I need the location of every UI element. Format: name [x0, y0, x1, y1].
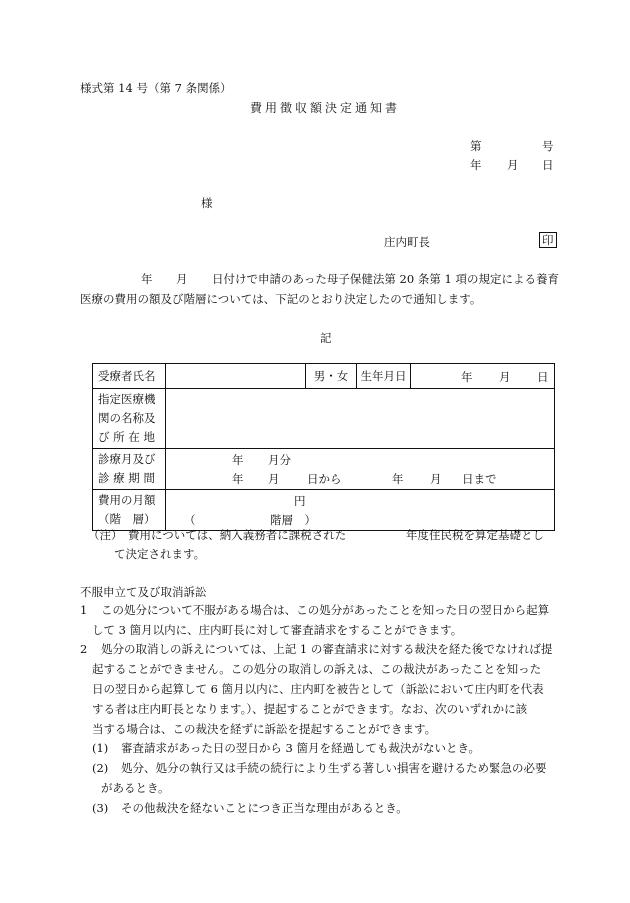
sub-item2-line1: 処分、処分の執行又は手続の続行により生ずる著しい損害を避けるため緊急の必要 [121, 761, 547, 775]
date-year: 年 [470, 158, 482, 172]
intro-year: 年 [141, 272, 153, 286]
doc-number-prefix: 第 [470, 139, 482, 153]
appeal-item2-line5: 当する場合は、この裁決を経ずに訴訟を提起することができます。 [92, 722, 437, 736]
period-label-line1: 診療月及び [98, 452, 156, 466]
fee-label-line2: （階 層） [98, 512, 156, 526]
period-label [93, 449, 166, 490]
fee-class-open: （ [184, 513, 196, 527]
fee-label [93, 490, 166, 531]
note-line1a: 費用については、納入義務者に課税された [128, 528, 347, 542]
intro-month: 月 [176, 272, 188, 286]
recipient-name-label: 受療者氏名 [93, 364, 166, 389]
appeal-item2-line4: する者は庄内町長となります。）、提起することができます。なお、次のいずれかに該 [92, 702, 528, 716]
document-title: 費用徴収額決定通知書 [250, 101, 401, 115]
fee-label-line1: 費用の月額 [98, 493, 156, 507]
form-number: 様式第 14 号（第 7 条関係） [80, 81, 232, 95]
table-row-fee [93, 490, 555, 531]
period-value [166, 449, 555, 490]
seal-text: 印 [539, 232, 557, 248]
period-year-1: 年 [232, 453, 244, 467]
fee-yen: 円 [294, 494, 306, 508]
appeal-heading: 不服申立て及び取消訴訟 [80, 585, 207, 599]
birth-day: 日 [537, 370, 549, 384]
facility-label [93, 389, 166, 449]
appeal-item2-line2: 起することができません。この処分の取消しの訴えは、この裁決があったことを知った [92, 662, 542, 676]
table-row-name [93, 364, 555, 389]
period-from: 日から [307, 472, 342, 486]
gender-label: 男・女 [306, 364, 357, 389]
facility-label-line3: び 所 在 地 [98, 430, 155, 444]
appeal-item2-number: 2 [80, 642, 88, 656]
period-label-line2: 診 療 期 間 [98, 471, 155, 485]
fee-decision-table [92, 363, 555, 531]
note-line2: て決定されます。 [114, 547, 206, 561]
facility-value [166, 389, 555, 449]
doc-number-suffix: 号 [542, 139, 554, 153]
appeal-item1-number: 1 [80, 603, 88, 617]
table-row-facility [93, 389, 555, 449]
period-year-3: 年 [392, 472, 404, 486]
note-line1b: 年度住民税を算定基礎とし [406, 528, 544, 542]
sub-item2-line2: があるとき。 [101, 781, 170, 795]
date-month: 月 [507, 158, 519, 172]
intro-line1: 日付けで申請のあった母子保健法第 20 条第 1 項の規定による養育 [212, 272, 559, 286]
period-month-1: 月分 [268, 453, 291, 467]
fee-value [166, 490, 555, 531]
facility-label-line1: 指定医療機 [98, 392, 156, 406]
appeal-item2-line1: 処分の取消しの訴えについては、上記 1 の審査請求に対する裁決を経た後でなければ提 [101, 642, 553, 656]
intro-line2: 医療の費用の額及び階層については、下記のとおり決定したので通知します。 [80, 292, 482, 306]
period-year-2: 年 [232, 472, 244, 486]
ki-heading: 記 [320, 331, 332, 345]
table-row-period [93, 449, 555, 490]
addressee-suffix: 様 [201, 196, 213, 210]
sub-item2-number: (2) [92, 761, 109, 775]
sub-item3-line1: その他裁決を経ないことにつき正当な理由があるとき。 [121, 801, 408, 815]
birthdate-value [411, 364, 555, 389]
sub-item3-number: (3) [92, 801, 109, 815]
period-month-2: 月 [268, 472, 280, 486]
birth-month: 月 [499, 370, 511, 384]
appeal-item2-line3: 日の翌日から起算して 6 箇月以内に、庄内町を被告として（訴訟において庄内町を代表 [92, 682, 544, 696]
date-day: 日 [542, 158, 554, 172]
birth-year: 年 [461, 370, 473, 384]
seal-mark [539, 232, 557, 248]
period-month-3: 月 [430, 472, 442, 486]
fee-class-label: 階層 ） [270, 513, 316, 527]
sub-item1-line1: 審査請求があった日の翌日から 3 箇月を経過しても裁決がないとき。 [121, 741, 481, 755]
facility-label-line2: 関の名称及 [98, 411, 156, 425]
appeal-item1-line1: この処分について不服がある場合は、この処分があったことを知った日の翌日から起算 [101, 603, 550, 617]
birthdate-label: 生年月日 [357, 364, 411, 389]
period-to: 日まで [462, 472, 497, 486]
sub-item1-number: (1) [92, 741, 109, 755]
appeal-item1-line2: して 3 箇月以内に、庄内町長に対して審査請求をすることができます。 [92, 623, 463, 637]
recipient-name-value [166, 364, 306, 389]
issuer-name: 庄内町長 [384, 235, 430, 249]
note-prefix: （注） [88, 528, 123, 542]
